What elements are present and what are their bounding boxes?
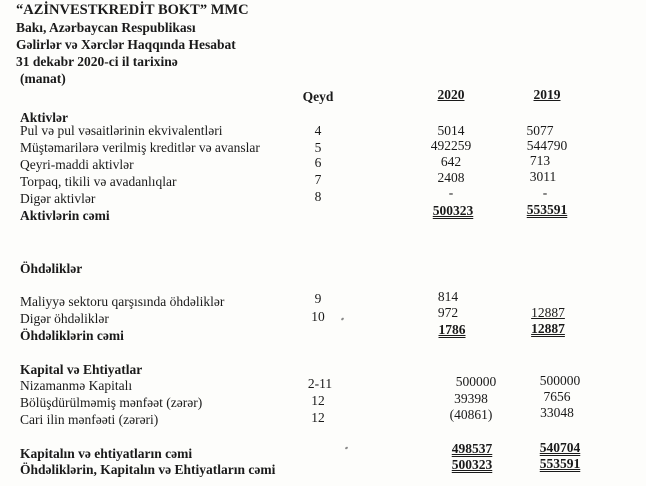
row-note: 5 [314, 140, 322, 155]
row-value-2019: 713 [529, 153, 551, 168]
row-label: Digər öhdəliklər [20, 311, 109, 326]
company-city: Bakı, Azərbaycan Respublikası [16, 20, 196, 35]
row-note: 12 [311, 393, 325, 408]
row-value-2020: (40861) [449, 407, 493, 422]
row-value-2020: 492259 [430, 138, 472, 153]
row-label: Bölüşdürülməmiş mənfəət (zərər) [20, 395, 203, 410]
row-note: 9 [314, 291, 322, 306]
row-value-2020: 39398 [454, 391, 488, 406]
row-value-2019: 3011 [529, 169, 557, 184]
total-value-2020: 500323 [432, 203, 474, 218]
section-title-equity: Kapital və Ehtiyatlar [20, 362, 143, 377]
row-value-2019: 5077 [526, 123, 554, 138]
column-header-note: Qeyd [302, 89, 334, 104]
report-title: Gəlirlər və Xərclər Haqqında Hesabat [16, 37, 236, 52]
row-label: Digər aktivlər [20, 191, 96, 206]
row-label: Torpaq, tikili və avadanlıqlar [20, 174, 177, 189]
row-note: 8 [314, 189, 322, 204]
row-label: Müştəmarilərə verilmiş kreditlər və avanslar [20, 140, 260, 155]
total-value-2019: 12887 [531, 321, 565, 336]
total-value-2019: 540704 [539, 440, 581, 455]
row-value-2019: 12887 [531, 305, 565, 320]
company-name: “AZİNVESTKREDİT BOKT” MMC [16, 2, 249, 18]
total-label-equity: Kapitalın və ehtiyatların cəmi [20, 446, 193, 461]
row-value-2020: - [448, 185, 454, 200]
currency-unit: (manat) [20, 71, 66, 86]
row-value-2020: 5014 [437, 123, 465, 138]
row-value-2020: 814 [437, 289, 459, 304]
row-note: 2-11 [307, 376, 333, 391]
row-label: Pul və pul vəsaitlərinin ekvivalentləri [20, 123, 223, 138]
pen-mark [345, 446, 349, 449]
row-value-2019: - [542, 185, 548, 200]
total-label-assets: Aktivlərin cəmi [20, 208, 110, 223]
row-value-2020: 972 [437, 305, 459, 320]
row-label: Cari ilin mənfəəti (zərəri) [20, 412, 159, 427]
row-label: Qeyri-maddi aktivlər [20, 157, 134, 172]
column-header-2019: 2019 [533, 87, 561, 102]
row-note: 7 [314, 172, 322, 187]
row-value-2019: 500000 [539, 373, 581, 388]
report-date: 31 dekabr 2020-ci il tarixinə [16, 54, 178, 69]
total-label-liabilities: Öhdəliklərin cəmi [20, 328, 124, 343]
grand-total-value-2020: 500323 [451, 457, 493, 472]
row-note: 6 [314, 155, 322, 170]
row-value-2020: 642 [440, 154, 462, 169]
row-label: Nizamanmə Kapitalı [20, 378, 133, 393]
row-value-2019: 544790 [526, 138, 568, 153]
grand-total-label: Öhdəliklərin, Kapitalın və Ehtiyatların cəmi [20, 462, 276, 477]
column-header-2020: 2020 [437, 87, 465, 102]
total-value-2020: 1786 [438, 322, 466, 337]
total-value-2019: 553591 [526, 202, 568, 217]
row-label: Maliyyə sektoru qarşısında öhdəliklər [20, 294, 225, 309]
row-note: 4 [314, 123, 322, 138]
grand-total-value-2019: 553591 [539, 456, 581, 471]
row-value-2019: 7656 [543, 389, 571, 404]
row-value-2020: 500000 [455, 374, 497, 389]
row-value-2020: 2408 [437, 170, 465, 185]
row-note: 12 [311, 410, 325, 425]
row-value-2019: 33048 [540, 405, 574, 420]
row-note: 10 [311, 309, 325, 324]
section-title-assets: Aktivlər [20, 110, 68, 125]
section-title-liabilities: Öhdəliklər [20, 261, 83, 276]
total-value-2020: 498537 [451, 441, 493, 456]
